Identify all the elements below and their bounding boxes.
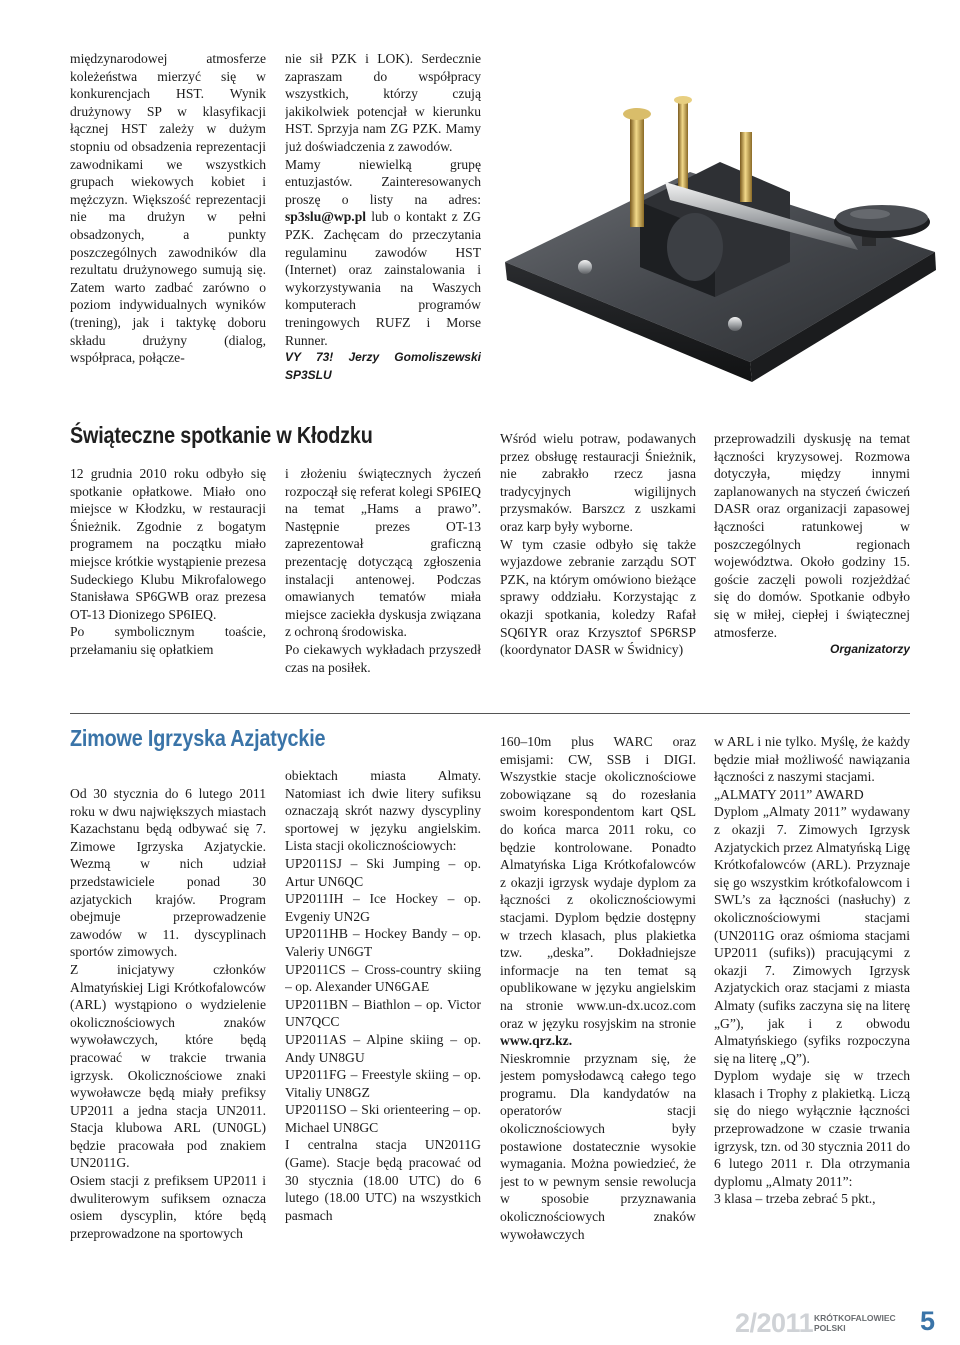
asian-text-2-intro: obiektach miasta Almaty. Natomiast ich dwie litery sufiksu oznaczają skrót nazwy dyscypliny sportowej w języku angielskim. Lista stacji okolicznościowych: [285,768,481,854]
magazine-name-line-2: POLSKI [814,1323,846,1333]
asian-column-4 [714,733,910,1287]
top-article-text-2b-pre: Mamy niewielką grupę entuzjastów. Zainteresowanych proszę o listy na adres: [285,156,481,207]
morse-key-photo [490,62,950,392]
asian-text-1a: Od 30 stycznia do 6 lutego 2011 roku w dwu największych miastach Kazachstanu będą odbywać się 7. Zimowe Igrzyska Azjatyckie. Wezmą w nich udział przedstawiciele ponad 30 azjatyckich krajów. Program obejmuje przeprowadzenie zawodów w 11. dyscyplinach sportów zimowych. [70,786,266,960]
station-list-item: UP2011BN – Biathlon – op. Victor UN7QCC [285,996,481,1030]
asian-text-4a: w ARL i nie tylko. Myślę, że każdy będzie miał możliwość nawiązania łączności z naszymi stacjami. [714,734,910,785]
christmas-column-3 [500,430,696,700]
top-article-column-1 [70,50,266,408]
asian-text-2-end: I centralna stacja UN2011G (Game). Stacje będą pracować od 30 stycznia (18.00 UTC) do 6 lutego (18.00 UTC) na wszystkich pasmach [285,1137,481,1223]
top-article-text-2a: nie sił PZK i LOK). Serdecznie zapraszam do współpracy wszystkich, którzy czują jakikolwiek potencjał w kierunku HST. Sprzyja nam ZG PZK. Mamy już doświadczenia z zawodów. [285,51,481,154]
asian-column-3 [500,733,696,1287]
asian-column-1 [70,785,266,1287]
station-list-item: UP2011SO – Ski orienteering – op. Michael UN8GC [285,1102,481,1135]
christmas-headline: Świąteczne spotkanie w Kłodzku [70,422,373,448]
asian-column-2 [285,767,481,1287]
station-list-item: UP2011AS – Alpine skiing – op. Andy UN8GU [285,1031,481,1065]
christmas-text-3a: Wśród wielu potraw, podawanych przez obsługę restauracji Śnieżnik, nie zabrakło rzecz jasna tradycyjnych wigilijnych przysmaków. Barszcz z uszkami oraz karp były wyborne. [500,431,696,534]
christmas-column-2 [285,465,481,700]
top-article-column-2 [285,50,481,395]
qrz-url: www.qrz.kz. [500,1033,573,1049]
asian-text-4c: Dyplom „Almaty 2011” wydawany z okazji 7. Zimowych Igrzysk Azjatyckich przez Almatyńską Ligę Krótkofalowców (ARL). Przyznaje się go wszystkim krótkofalowcom i SWL’s za łączności (nasłuchy) z okolicznościowymi stacjami (UN2011G oraz ośmioma stacjami UP2011 (sufiks)) pracującymi z okazji 7. Zimowych Igrzysk Azjatyckich oraz stacjami z miasta Almaty (sufiks zaczyna się na literę „G”), jak i z obwodu Almatyńskiego (syfiks rozpoczyna się na literę „Q”). [714,804,910,1066]
station-list-item: UP2011CS – Cross-country skiing – op. Alexander UN6GAE [285,961,481,995]
top-article-signature: VY 73! Jerzy Gomoliszewski SP3SLU [285,350,481,382]
station-list-item: UP2011FG – Freestyle skiing – op. Vitaliy UN8GZ [285,1067,481,1100]
award-title: „ALMATY 2011” AWARD [714,786,864,802]
top-article-text-2b [285,156,481,350]
asian-text-3a-body: 160–10m plus WARC oraz emisjami: CW, SSB i DIGI. Wszystkie stacje okolicznościowe zobowiązane są do rozesłania swoim korespondentom kart QSL do końca marca 2011 roku, co będzie kontrolowane. Ponadto Almatyńska Liga Krótkofalowców z okazji igrzysk wydaje dyplom za łączności z okolicznościowymi stacjami. Dyplom będzie dostępny w trzech klasach, plus plakietka tzw. „deska”. Dokładniejsze informacje na ten temat są opublikowane w języku angielskim na stronie www.un-dx.ucoz.com oraz w języku rosyjskim na stronie [500,734,696,1031]
page-number: 5 [920,1306,936,1336]
magazine-name-line-1: KRÓTKOFALOWIEC [814,1313,896,1323]
contact-email: sp3slu@wp.pl [285,209,367,225]
asian-text-3a [500,733,696,1050]
asian-text-3b: Nieskromnie przyznam się, że jestem pomysłodawcą całego tego programu. Dla kandydatów na operatorów stacji okolicznościowych były postawione dostatecznie wysokie wymagania. Można powiedzieć, że jest to w pewnym sensie rewolucja w sposobie przyznawania okolicznościowych znaków wywoławczych [500,1050,696,1242]
asian-text-4e: 3 klasa – trzeba zebrać 5 pkt., [714,1191,876,1207]
asian-text-4d: Dyplom wydaje się w trzech klasach i Trophy z plakietką. Liczą się do niego wyłącznie łączności przeprowadzone w czasie trwania igrzysk, tzn. od 30 stycznia 2011 do 6 lutego 2011 r. Dla otrzymania dyplomu „Almaty 2011”: [714,1068,910,1189]
section-divider [70,713,910,714]
christmas-text-1a: 12 grudnia 2010 roku odbyło się spotkanie opłatkowe. Miało ono miejsce w Kłodzku, w restauracji Śnieżnik. Zgodnie z bogatym programem na początku miało miejsce krótkie wystąpienie prezesa Sudeckiego Klubu Mikrofalowego Stanisława SP6GWB oraz prezesa OT-13 Dionizego SP6IEQ. [70,466,266,622]
christmas-column-1 [70,465,266,700]
station-list-item: UP2011IH – Ice Hockey – op. Evgeniy UN2G [285,891,481,924]
christmas-signature: Organizatorzy [829,642,910,657]
station-list-item: UP2011SJ – Ski Jumping – op. Artur UN6QC [285,855,481,889]
christmas-text-4: przeprowadzili dyskusję na temat łączności kryzysowej. Rozmowa dotyczyła, między innymi zaplanowanych na styczeń ćwiczeń DASR oraz organizacji zapasowej łączności ratunkowej w poszczególnych regionach województwa. Około godziny 15. goście zaczęli powoli rozjeżdżać się do domów. Spotkanie odbyło się w miłej, ciepłej i świątecznej atmosferze. [714,431,910,640]
christmas-column-4 [714,430,910,685]
magazine-name [814,1313,904,1333]
asian-games-headline: Zimowe Igrzyska Azjatyckie [70,725,326,751]
christmas-text-2b: Po ciekawych wykładach przyszedł czas na posiłek. [285,641,481,675]
issue-number: 2/2011 [735,1308,814,1338]
station-list-item: UP2011HB – Hockey Bandy – op. Valeriy UN6GT [285,926,481,959]
top-article-text-1: międzynarodowej atmosferze koleżeństwa mierzyć się w konkurencjach HST. Wynik drużynowy SP w klasyfikacji łącznej HST zależy w dużym stopniu od obsadzenia reprezentacji zawodnikami we wszystkich grupach wiekowych kobiet i mężczyzn. Większość reprezentacji nie ma drużyn w pełni obsadzonych, a punkty poszczególnych zawodników dla rezultatu drużynowego sumują się. Zatem warto zadbać zarówno o poziom indywidualnych wyników (trening), jak i taktykę doboru składu drużyny (dialog, współpraca, połącze- [70,51,266,366]
christmas-text-1b: Po symbolicznym toaście, przełamaniu się opłatkiem [70,624,266,657]
asian-text-1b: Z inicjatywy członków Almatyńskiej Ligi Krótkofalowców (ARL) wystąpiono o wydzielenie okolicznościowych znaków wywoławczych, które będą pracować w trakcie trwania igrzysk. Okolicznościowe znaki wywoławcze będą miały prefiksy UP2011 a jedna stacja UN2011. Stacja klubowa ARL (UN0GL) będzie pracowała pod znakiem UN2011G. [70,961,266,1171]
top-article-text-2b-post: lub o kontakt z ZG PZK. Zachęcam do przeczytania regulaminu zawodów HST (Internet) oraz zainstalowania i wykorzystywania na Waszych komputerach programów treningowych RUFZ i Morse Runner. [285,209,481,348]
christmas-text-2a: i złożeniu świątecznych życzeń rozpoczął się referat kolegi SP6IEQ na temat „Hams a prawo”. Następnie prezes OT-13 zaprezentował graficzną prezentację dotyczącą zgłoszenia instalacji antenowej. Podczas omawianych tematów miała miejsce zaciekła dyskusja związana z ochroną środowiska. [285,466,481,640]
christmas-text-3b: W tym czasie odbyło się także wyjazdowe zebranie zarządu SOT PZK, na którym omówiono bieżące sprawy oddziału. Korzystając z okazji spotkania, koledzy Rafał SQ6IYR oraz Krzysztof SP6RSP (koordynator DASR w Świdnicy) [500,536,696,658]
asian-text-1c: Osiem stacji z prefiksem UP2011 i dwuliterowym sufiksem oznacza osiem dyscyplin, które będą przeprowadzone na sportowych [70,1173,266,1241]
